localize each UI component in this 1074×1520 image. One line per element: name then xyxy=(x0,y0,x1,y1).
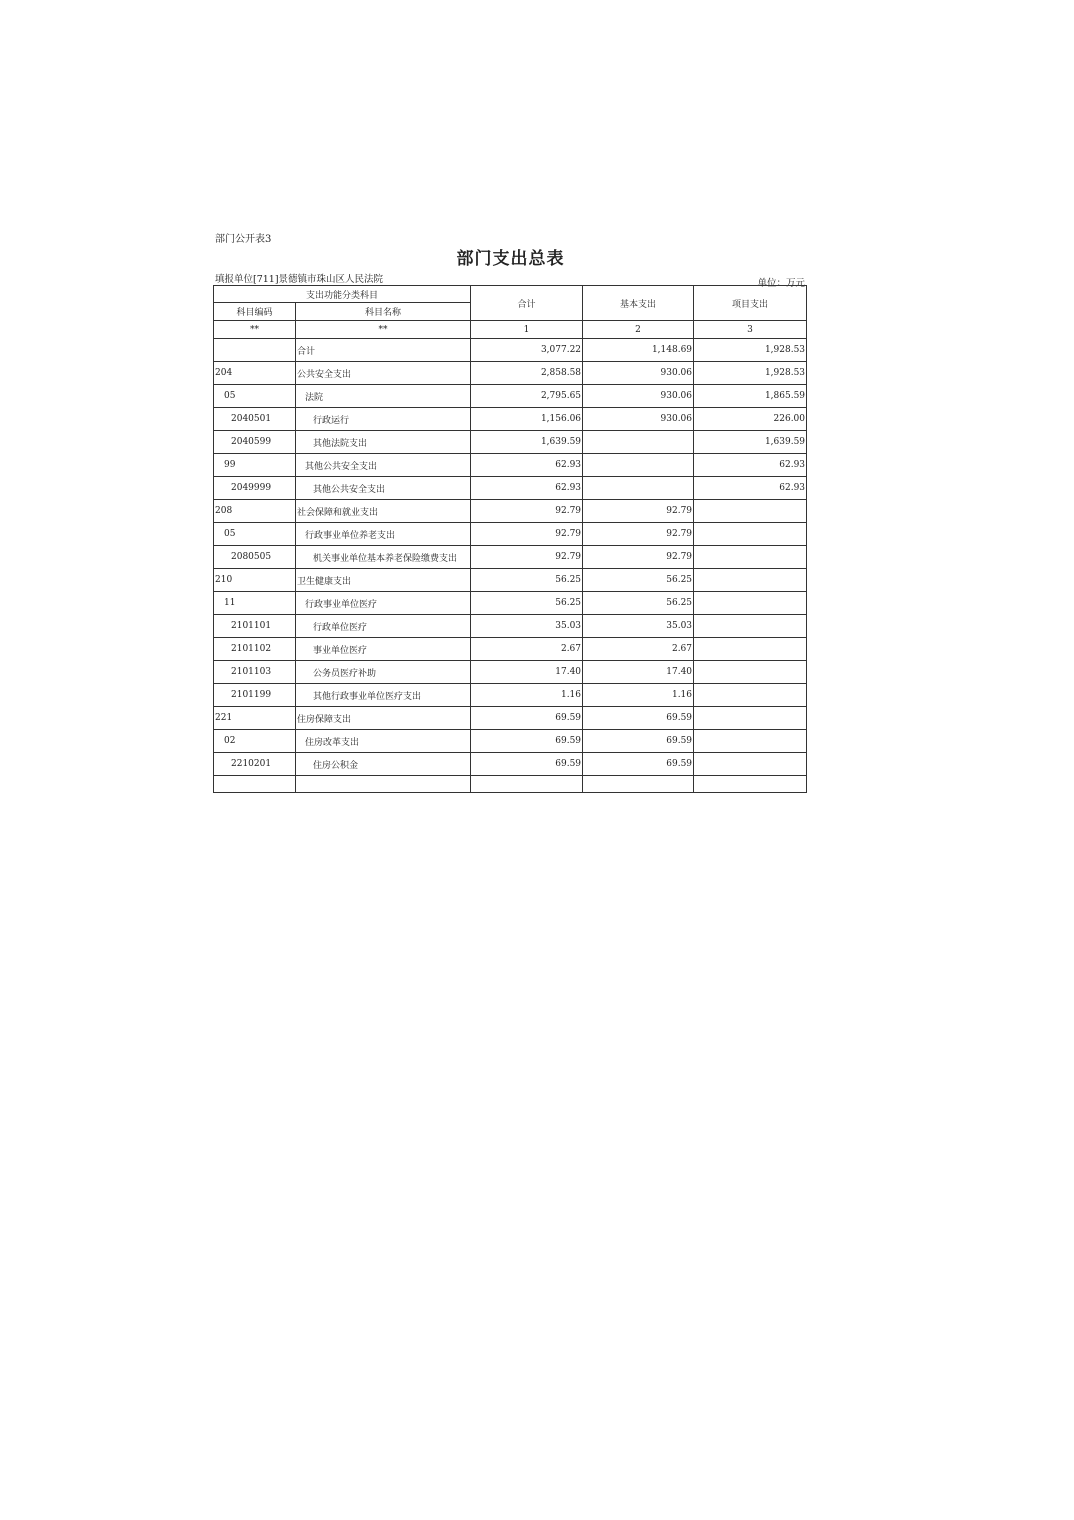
row-name-cell: 其他行政事业单位医疗支出 xyxy=(296,684,471,707)
row-total-cell: 3,077.22 xyxy=(471,339,583,362)
header-row-group xyxy=(214,286,807,303)
row-code-cell: 05 xyxy=(214,523,296,546)
row-code-cell: 2101199 xyxy=(214,684,296,707)
table-row xyxy=(214,684,807,707)
row-code-cell: 2210201 xyxy=(214,753,296,776)
code-marker: ** xyxy=(214,321,296,339)
row-project-cell xyxy=(694,661,807,684)
row-name-cell: 社会保障和就业支出 xyxy=(296,500,471,523)
filler-unit: 填报单位[711]景德镇市珠山区人民法院 xyxy=(215,274,384,285)
row-code-cell: 208 xyxy=(214,500,296,523)
row-code-cell: 2101102 xyxy=(214,638,296,661)
table-row xyxy=(214,546,807,569)
row-project-cell: 226.00 xyxy=(694,408,807,431)
row-total-cell: 56.25 xyxy=(471,592,583,615)
column-header-project: 项目支出 xyxy=(694,286,807,321)
row-name-cell: 住房保障支出 xyxy=(296,707,471,730)
row-name-cell: 行政单位医疗 xyxy=(296,615,471,638)
row-basic-cell: 92.79 xyxy=(583,546,694,569)
row-project-cell xyxy=(694,546,807,569)
table-row xyxy=(214,385,807,408)
row-total-cell: 92.79 xyxy=(471,546,583,569)
table-row xyxy=(214,638,807,661)
table-row xyxy=(214,500,807,523)
header-row-index xyxy=(214,321,807,339)
row-project-cell: 1,639.59 xyxy=(694,431,807,454)
row-code-cell: 204 xyxy=(214,362,296,385)
column-header-code: 科目编码 xyxy=(214,303,296,321)
table-row xyxy=(214,707,807,730)
table-row xyxy=(214,615,807,638)
table-row xyxy=(214,730,807,753)
row-name-cell: 其他公共安全支出 xyxy=(296,477,471,500)
row-total-cell: 1,156.06 xyxy=(471,408,583,431)
empty-cell xyxy=(296,776,471,793)
row-project-cell xyxy=(694,592,807,615)
row-code-cell: 221 xyxy=(214,707,296,730)
row-name-cell: 法院 xyxy=(296,385,471,408)
table-row xyxy=(214,339,807,362)
empty-cell xyxy=(214,776,296,793)
row-total-cell: 1.16 xyxy=(471,684,583,707)
row-basic-cell: 17.40 xyxy=(583,661,694,684)
row-code-cell: 11 xyxy=(214,592,296,615)
row-basic-cell: 1,148.69 xyxy=(583,339,694,362)
row-name-cell: 卫生健康支出 xyxy=(296,569,471,592)
row-code-cell xyxy=(214,339,296,362)
row-project-cell xyxy=(694,707,807,730)
row-name-cell: 事业单位医疗 xyxy=(296,638,471,661)
row-project-cell xyxy=(694,638,807,661)
row-basic-cell xyxy=(583,477,694,500)
row-total-cell: 69.59 xyxy=(471,753,583,776)
amount-unit: 单位：万元 xyxy=(757,278,805,289)
column-header-basic: 基本支出 xyxy=(583,286,694,321)
table-row xyxy=(214,408,807,431)
row-code-cell: 2101101 xyxy=(214,615,296,638)
row-name-cell: 其他法院支出 xyxy=(296,431,471,454)
row-code-cell: 05 xyxy=(214,385,296,408)
table-row xyxy=(214,753,807,776)
row-project-cell xyxy=(694,753,807,776)
row-basic-cell: 930.06 xyxy=(583,362,694,385)
row-basic-cell: 92.79 xyxy=(583,500,694,523)
row-basic-cell: 2.67 xyxy=(583,638,694,661)
form-label: 部门公开表3 xyxy=(215,234,272,245)
row-total-cell: 2,795.65 xyxy=(471,385,583,408)
row-total-cell: 17.40 xyxy=(471,661,583,684)
column-header-name: 科目名称 xyxy=(296,303,471,321)
row-code-cell: 2101103 xyxy=(214,661,296,684)
row-basic-cell: 35.03 xyxy=(583,615,694,638)
row-name-cell: 公共安全支出 xyxy=(296,362,471,385)
row-basic-cell: 69.59 xyxy=(583,753,694,776)
expenditure-table xyxy=(213,285,807,793)
row-total-cell: 69.59 xyxy=(471,707,583,730)
row-name-cell: 住房公积金 xyxy=(296,753,471,776)
empty-cell xyxy=(471,776,583,793)
row-code-cell: 2040501 xyxy=(214,408,296,431)
empty-cell xyxy=(583,776,694,793)
table-row xyxy=(214,454,807,477)
table-row xyxy=(214,362,807,385)
row-project-cell xyxy=(694,615,807,638)
row-code-cell: 2049999 xyxy=(214,477,296,500)
table-row xyxy=(214,431,807,454)
row-basic-cell: 69.59 xyxy=(583,730,694,753)
row-name-cell: 其他公共安全支出 xyxy=(296,454,471,477)
row-name-cell: 机关事业单位基本养老保险缴费支出 xyxy=(296,546,471,569)
row-basic-cell: 56.25 xyxy=(583,569,694,592)
row-total-cell: 56.25 xyxy=(471,569,583,592)
row-project-cell xyxy=(694,523,807,546)
row-project-cell: 1,928.53 xyxy=(694,362,807,385)
row-code-cell: 2040599 xyxy=(214,431,296,454)
row-name-cell: 公务员医疗补助 xyxy=(296,661,471,684)
row-code-cell: 210 xyxy=(214,569,296,592)
row-project-cell: 1,928.53 xyxy=(694,339,807,362)
row-code-cell: 02 xyxy=(214,730,296,753)
basic-column-number: 2 xyxy=(583,321,694,339)
row-project-cell: 62.93 xyxy=(694,477,807,500)
row-basic-cell: 930.06 xyxy=(583,408,694,431)
row-total-cell: 2,858.58 xyxy=(471,362,583,385)
row-project-cell xyxy=(694,730,807,753)
row-name-cell: 住房改革支出 xyxy=(296,730,471,753)
row-code-cell: 99 xyxy=(214,454,296,477)
empty-row xyxy=(214,776,807,793)
row-total-cell: 92.79 xyxy=(471,523,583,546)
row-total-cell: 62.93 xyxy=(471,477,583,500)
column-group-header: 支出功能分类科目 xyxy=(214,286,471,303)
row-project-cell: 62.93 xyxy=(694,454,807,477)
table-row xyxy=(214,569,807,592)
table-row xyxy=(214,592,807,615)
row-total-cell: 2.67 xyxy=(471,638,583,661)
row-total-cell: 62.93 xyxy=(471,454,583,477)
row-total-cell: 69.59 xyxy=(471,730,583,753)
row-name-cell: 合计 xyxy=(296,339,471,362)
total-column-number: 1 xyxy=(471,321,583,339)
row-total-cell: 1,639.59 xyxy=(471,431,583,454)
row-project-cell xyxy=(694,684,807,707)
table-row xyxy=(214,661,807,684)
row-basic-cell: 1.16 xyxy=(583,684,694,707)
project-column-number: 3 xyxy=(694,321,807,339)
row-code-cell: 2080505 xyxy=(214,546,296,569)
row-name-cell: 行政事业单位医疗 xyxy=(296,592,471,615)
row-basic-cell: 930.06 xyxy=(583,385,694,408)
row-basic-cell xyxy=(583,431,694,454)
row-project-cell xyxy=(694,500,807,523)
row-basic-cell: 56.25 xyxy=(583,592,694,615)
name-marker: ** xyxy=(296,321,471,339)
row-basic-cell: 92.79 xyxy=(583,523,694,546)
row-name-cell: 行政事业单位养老支出 xyxy=(296,523,471,546)
empty-cell xyxy=(694,776,807,793)
row-project-cell xyxy=(694,569,807,592)
column-header-total: 合计 xyxy=(471,286,583,321)
page-title: 部门支出总表 xyxy=(456,249,565,269)
row-total-cell: 92.79 xyxy=(471,500,583,523)
table-row xyxy=(214,523,807,546)
row-basic-cell xyxy=(583,454,694,477)
row-project-cell: 1,865.59 xyxy=(694,385,807,408)
row-total-cell: 35.03 xyxy=(471,615,583,638)
row-name-cell: 行政运行 xyxy=(296,408,471,431)
table-row xyxy=(214,477,807,500)
row-basic-cell: 69.59 xyxy=(583,707,694,730)
